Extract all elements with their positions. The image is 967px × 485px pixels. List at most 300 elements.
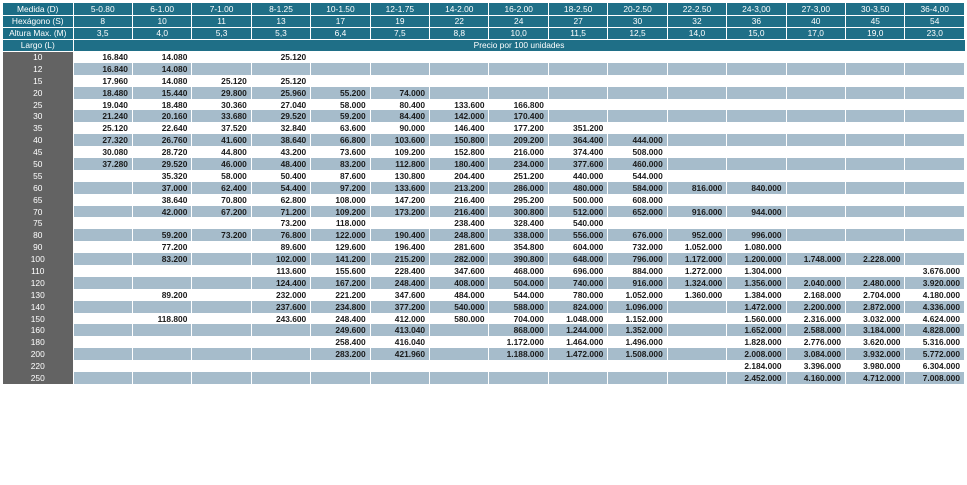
- price-cell: 84.400: [370, 110, 429, 122]
- price-cell: 2.168.000: [786, 289, 845, 301]
- price-cell: [846, 146, 905, 158]
- price-cell: 25.120: [251, 51, 310, 63]
- price-cell: 32.840: [251, 122, 310, 134]
- largo-value: 220: [3, 360, 73, 372]
- price-cell: 173.200: [370, 206, 429, 218]
- price-cell: 37.280: [73, 158, 132, 170]
- price-cell: 377.600: [548, 158, 607, 170]
- altura-cell: 5,3: [192, 27, 251, 39]
- price-cell: [846, 217, 905, 229]
- medida-cell: 7-1.00: [192, 3, 251, 15]
- medida-cell: 30-3,50: [846, 3, 905, 15]
- largo-value: 55: [3, 170, 73, 182]
- price-cell: 29.800: [192, 87, 251, 99]
- price-cell: 228.400: [370, 265, 429, 277]
- price-cell: [192, 241, 251, 253]
- price-cell: 1.472.000: [548, 348, 607, 360]
- price-cell: [192, 336, 251, 348]
- price-cell: 328.400: [489, 217, 548, 229]
- price-cell: [192, 372, 251, 384]
- price-cell: 282.000: [430, 253, 489, 265]
- medida-cell: 18-2.50: [548, 3, 607, 15]
- price-cell: 1.496.000: [608, 336, 667, 348]
- table-row: [3, 301, 965, 313]
- price-cell: [786, 99, 845, 111]
- price-cell: 103.600: [370, 134, 429, 146]
- price-cell: [608, 372, 667, 384]
- medida-cell: 27-3,00: [786, 3, 845, 15]
- price-cell: 83.200: [311, 158, 370, 170]
- price-cell: 16.840: [73, 51, 132, 63]
- medida-cell: 12-1.75: [370, 3, 429, 15]
- price-cell: 1.244.000: [548, 324, 607, 336]
- price-cell: 648.000: [548, 253, 607, 265]
- price-cell: [73, 206, 132, 218]
- price-cell: [430, 336, 489, 348]
- price-cell: 17.960: [73, 75, 132, 87]
- table-row: [3, 122, 965, 134]
- price-cell: [548, 360, 607, 372]
- price-cell: 42.000: [132, 206, 191, 218]
- price-cell: 468.000: [489, 265, 548, 277]
- price-cell: 146.400: [430, 122, 489, 134]
- price-cell: 421.960: [370, 348, 429, 360]
- price-cell: [727, 99, 786, 111]
- price-cell: 102.000: [251, 253, 310, 265]
- altura-cell: 8,8: [430, 27, 489, 39]
- largo-value: 10: [3, 51, 73, 63]
- price-cell: 544.000: [489, 289, 548, 301]
- price-cell: 1.472.000: [727, 301, 786, 313]
- price-cell: [905, 110, 965, 122]
- hexagono-cell: 36: [727, 15, 786, 27]
- price-cell: [727, 122, 786, 134]
- price-cell: [786, 229, 845, 241]
- hexagono-label: Hexágono (S): [3, 15, 73, 27]
- table-row: [3, 170, 965, 182]
- price-cell: 3.084.000: [786, 348, 845, 360]
- price-cell: 221.200: [311, 289, 370, 301]
- price-cell: 215.200: [370, 253, 429, 265]
- altura-cell: 19,0: [846, 27, 905, 39]
- largo-value: 160: [3, 324, 73, 336]
- price-cell: 1.384.000: [727, 289, 786, 301]
- price-cell: [251, 372, 310, 384]
- price-cell: 142.000: [430, 110, 489, 122]
- price-cell: 59.200: [311, 110, 370, 122]
- price-cell: [727, 170, 786, 182]
- price-cell: 238.400: [430, 217, 489, 229]
- price-cell: 556.000: [548, 229, 607, 241]
- price-cell: [311, 63, 370, 75]
- largo-value: 30: [3, 110, 73, 122]
- largo-value: 200: [3, 348, 73, 360]
- price-cell: [430, 63, 489, 75]
- medida-cell: 20-2.50: [608, 3, 667, 15]
- table-row: [3, 289, 965, 301]
- price-cell: 580.000: [430, 313, 489, 325]
- table-row: [3, 99, 965, 111]
- medida-label: Medida (D): [3, 3, 73, 15]
- price-cell: [548, 99, 607, 111]
- price-cell: 1.172.000: [489, 336, 548, 348]
- price-cell: 884.000: [608, 265, 667, 277]
- price-cell: 27.320: [73, 134, 132, 146]
- price-cell: [192, 265, 251, 277]
- price-cell: 608.000: [608, 194, 667, 206]
- price-cell: 118.800: [132, 313, 191, 325]
- price-caption-row: [3, 39, 965, 51]
- price-cell: 944.000: [727, 206, 786, 218]
- price-cell: 283.200: [311, 348, 370, 360]
- price-cell: 22.640: [132, 122, 191, 134]
- price-cell: [786, 265, 845, 277]
- price-cell: [73, 217, 132, 229]
- price-cell: 249.600: [311, 324, 370, 336]
- price-cell: [667, 217, 726, 229]
- price-cell: [251, 324, 310, 336]
- largo-value: 180: [3, 336, 73, 348]
- price-cell: [905, 206, 965, 218]
- medida-cell: 8-1.25: [251, 3, 310, 15]
- price-cell: 6.304.000: [905, 360, 965, 372]
- altura-cell: 17,0: [786, 27, 845, 39]
- largo-label: Largo (L): [3, 39, 73, 51]
- price-cell: 2.872.000: [846, 301, 905, 313]
- price-cell: [73, 265, 132, 277]
- price-cell: 122.000: [311, 229, 370, 241]
- largo-value: 35: [3, 122, 73, 134]
- price-cell: 14.080: [132, 63, 191, 75]
- price-cell: [667, 87, 726, 99]
- hexagono-cell: 30: [608, 15, 667, 27]
- price-cell: 1.080.000: [727, 241, 786, 253]
- price-cell: [727, 217, 786, 229]
- price-cell: 108.000: [311, 194, 370, 206]
- price-cell: [489, 372, 548, 384]
- price-cell: 41.600: [192, 134, 251, 146]
- medida-cell: 24-3,00: [727, 3, 786, 15]
- table-row: [3, 372, 965, 384]
- price-cell: 59.200: [132, 229, 191, 241]
- price-cell: [905, 158, 965, 170]
- largo-value: 250: [3, 372, 73, 384]
- price-cell: 460.000: [608, 158, 667, 170]
- altura-cell: 12,5: [608, 27, 667, 39]
- price-table: [3, 3, 965, 384]
- price-cell: [192, 277, 251, 289]
- price-cell: 780.000: [548, 289, 607, 301]
- price-cell: 996.000: [727, 229, 786, 241]
- altura-cell: 10,0: [489, 27, 548, 39]
- price-cell: 70.800: [192, 194, 251, 206]
- price-cell: [73, 229, 132, 241]
- price-cell: [73, 372, 132, 384]
- price-cell: 89.600: [251, 241, 310, 253]
- price-cell: 3.676.000: [905, 265, 965, 277]
- price-cell: 73.600: [311, 146, 370, 158]
- price-cell: [132, 372, 191, 384]
- altura-cell: 11,5: [548, 27, 607, 39]
- price-cell: 152.800: [430, 146, 489, 158]
- price-cell: [846, 122, 905, 134]
- price-cell: [73, 313, 132, 325]
- price-cell: [132, 360, 191, 372]
- price-cell: 2.704.000: [846, 289, 905, 301]
- hexagono-cell: 17: [311, 15, 370, 27]
- largo-value: 140: [3, 301, 73, 313]
- price-cell: 29.520: [132, 158, 191, 170]
- price-cell: [846, 158, 905, 170]
- price-cell: [846, 229, 905, 241]
- price-cell: 364.400: [548, 134, 607, 146]
- price-cell: 540.000: [430, 301, 489, 313]
- price-cell: 286.000: [489, 182, 548, 194]
- largo-value: 25: [3, 99, 73, 111]
- price-cell: [132, 301, 191, 313]
- price-cell: 3.184.000: [846, 324, 905, 336]
- price-cell: [548, 110, 607, 122]
- price-cell: 740.000: [548, 277, 607, 289]
- price-cell: 1.324.000: [667, 277, 726, 289]
- price-cell: [905, 146, 965, 158]
- price-cell: [667, 51, 726, 63]
- price-cell: 916.000: [667, 206, 726, 218]
- price-cell: [667, 372, 726, 384]
- price-cell: 412.000: [370, 313, 429, 325]
- price-cell: [608, 99, 667, 111]
- price-cell: [667, 194, 726, 206]
- price-cell: 177.200: [489, 122, 548, 134]
- price-cell: 1.560.000: [727, 313, 786, 325]
- price-cell: 118.000: [311, 217, 370, 229]
- price-cell: [905, 194, 965, 206]
- price-cell: [73, 277, 132, 289]
- price-cell: 76.800: [251, 229, 310, 241]
- price-cell: [846, 75, 905, 87]
- table-row: [3, 158, 965, 170]
- price-cell: 74.000: [370, 87, 429, 99]
- price-cell: [905, 87, 965, 99]
- price-cell: 38.640: [132, 194, 191, 206]
- price-cell: [727, 110, 786, 122]
- price-cell: 38.640: [251, 134, 310, 146]
- price-cell: 444.000: [608, 134, 667, 146]
- table-row: [3, 241, 965, 253]
- price-cell: [905, 241, 965, 253]
- price-cell: 1.464.000: [548, 336, 607, 348]
- price-cell: 58.000: [311, 99, 370, 111]
- altura-cell: 5,3: [251, 27, 310, 39]
- price-cell: 25.120: [192, 75, 251, 87]
- price-cell: 89.200: [132, 289, 191, 301]
- table-row: [3, 336, 965, 348]
- price-cell: [727, 134, 786, 146]
- price-cell: [192, 51, 251, 63]
- medida-cell: 10-1.50: [311, 3, 370, 15]
- hexagono-cell: 10: [132, 15, 191, 27]
- price-cell: 351.200: [548, 122, 607, 134]
- price-cell: [430, 51, 489, 63]
- price-cell: 19.040: [73, 99, 132, 111]
- price-cell: [73, 360, 132, 372]
- table-row: [3, 265, 965, 277]
- price-cell: 2.040.000: [786, 277, 845, 289]
- price-cell: [786, 170, 845, 182]
- price-cell: [846, 265, 905, 277]
- hexagono-cell: 22: [430, 15, 489, 27]
- price-cell: 73.200: [251, 217, 310, 229]
- price-cell: 1.352.000: [608, 324, 667, 336]
- price-cell: [667, 336, 726, 348]
- price-cell: 204.400: [430, 170, 489, 182]
- largo-value: 110: [3, 265, 73, 277]
- price-cell: [251, 63, 310, 75]
- price-cell: [786, 110, 845, 122]
- price-cell: [786, 63, 845, 75]
- price-cell: 816.000: [667, 182, 726, 194]
- price-cell: 1.152.000: [608, 313, 667, 325]
- price-cell: [905, 51, 965, 63]
- price-cell: 1.304.000: [727, 265, 786, 277]
- price-cell: 4.180.000: [905, 289, 965, 301]
- price-cell: 676.000: [608, 229, 667, 241]
- price-cell: 62.400: [192, 182, 251, 194]
- price-cell: 37.520: [192, 122, 251, 134]
- price-cell: 504.000: [489, 277, 548, 289]
- price-cell: 87.600: [311, 170, 370, 182]
- price-cell: [846, 87, 905, 99]
- price-cell: 544.000: [608, 170, 667, 182]
- price-cell: 30.360: [192, 99, 251, 111]
- price-cell: 243.600: [251, 313, 310, 325]
- price-cell: 112.800: [370, 158, 429, 170]
- table-row: [3, 313, 965, 325]
- price-cell: 390.800: [489, 253, 548, 265]
- price-cell: [667, 134, 726, 146]
- hexagono-cell: 45: [846, 15, 905, 27]
- price-cell: 27.040: [251, 99, 310, 111]
- price-cell: [846, 51, 905, 63]
- price-cell: [608, 87, 667, 99]
- table-row: [3, 87, 965, 99]
- price-cell: [608, 110, 667, 122]
- price-cell: [548, 63, 607, 75]
- price-cell: [905, 122, 965, 134]
- price-cell: 167.200: [311, 277, 370, 289]
- table-row: [3, 182, 965, 194]
- price-cell: 46.000: [192, 158, 251, 170]
- price-cell: 129.600: [311, 241, 370, 253]
- price-cell: 3.396.000: [786, 360, 845, 372]
- price-cell: 3.932.000: [846, 348, 905, 360]
- price-cell: [608, 51, 667, 63]
- price-cell: [311, 75, 370, 87]
- price-cell: 2.200.000: [786, 301, 845, 313]
- hexagono-cell: 27: [548, 15, 607, 27]
- table-row: [3, 253, 965, 265]
- price-cell: 147.200: [370, 194, 429, 206]
- largo-value: 40: [3, 134, 73, 146]
- price-cell: 141.200: [311, 253, 370, 265]
- price-cell: [548, 372, 607, 384]
- price-cell: 71.200: [251, 206, 310, 218]
- price-cell: 28.720: [132, 146, 191, 158]
- price-cell: 14.080: [132, 51, 191, 63]
- price-cell: 109.200: [311, 206, 370, 218]
- price-cell: [132, 277, 191, 289]
- price-cell: 440.000: [548, 170, 607, 182]
- price-cell: [786, 158, 845, 170]
- medida-cell: 6-1.00: [132, 3, 191, 15]
- price-cell: [846, 170, 905, 182]
- price-cell: 484.000: [430, 289, 489, 301]
- price-cell: [192, 217, 251, 229]
- price-cell: [905, 253, 965, 265]
- price-cell: [846, 206, 905, 218]
- price-cell: [786, 51, 845, 63]
- price-cell: 80.400: [370, 99, 429, 111]
- price-cell: [73, 241, 132, 253]
- price-cell: [846, 99, 905, 111]
- price-cell: 133.600: [430, 99, 489, 111]
- price-cell: 1.356.000: [727, 277, 786, 289]
- price-cell: [667, 170, 726, 182]
- price-cell: 4.624.000: [905, 313, 965, 325]
- table-row: [3, 348, 965, 360]
- price-cell: 216.400: [430, 206, 489, 218]
- price-cell: 258.400: [311, 336, 370, 348]
- price-cell: [727, 75, 786, 87]
- price-cell: 1.052.000: [667, 241, 726, 253]
- price-cell: 44.800: [192, 146, 251, 158]
- table-row: [3, 324, 965, 336]
- price-cell: 62.800: [251, 194, 310, 206]
- price-cell: 196.400: [370, 241, 429, 253]
- largo-value: 100: [3, 253, 73, 265]
- price-cell: [786, 206, 845, 218]
- hexagono-cell: 13: [251, 15, 310, 27]
- price-cell: [846, 110, 905, 122]
- price-cell: 5.316.000: [905, 336, 965, 348]
- price-cell: 109.200: [370, 146, 429, 158]
- price-cell: [667, 122, 726, 134]
- price-cell: 281.600: [430, 241, 489, 253]
- price-cell: 2.452.000: [727, 372, 786, 384]
- price-cell: [192, 289, 251, 301]
- price-cell: [251, 348, 310, 360]
- price-cell: [905, 99, 965, 111]
- price-cell: [489, 51, 548, 63]
- price-cell: 21.240: [73, 110, 132, 122]
- price-cell: 18.480: [73, 87, 132, 99]
- table-row: [3, 194, 965, 206]
- price-cell: 5.772.000: [905, 348, 965, 360]
- medida-cell: 5-0.80: [73, 3, 132, 15]
- altura-label: Altura Max. (M): [3, 27, 73, 39]
- price-cell: 54.400: [251, 182, 310, 194]
- price-cell: [905, 229, 965, 241]
- price-cell: [905, 63, 965, 75]
- hexagono-cell: 24: [489, 15, 548, 27]
- price-cell: 180.400: [430, 158, 489, 170]
- largo-value: 75: [3, 217, 73, 229]
- price-cell: 33.680: [192, 110, 251, 122]
- largo-value: 20: [3, 87, 73, 99]
- price-cell: [667, 110, 726, 122]
- price-cell: 1.188.000: [489, 348, 548, 360]
- price-cell: [548, 51, 607, 63]
